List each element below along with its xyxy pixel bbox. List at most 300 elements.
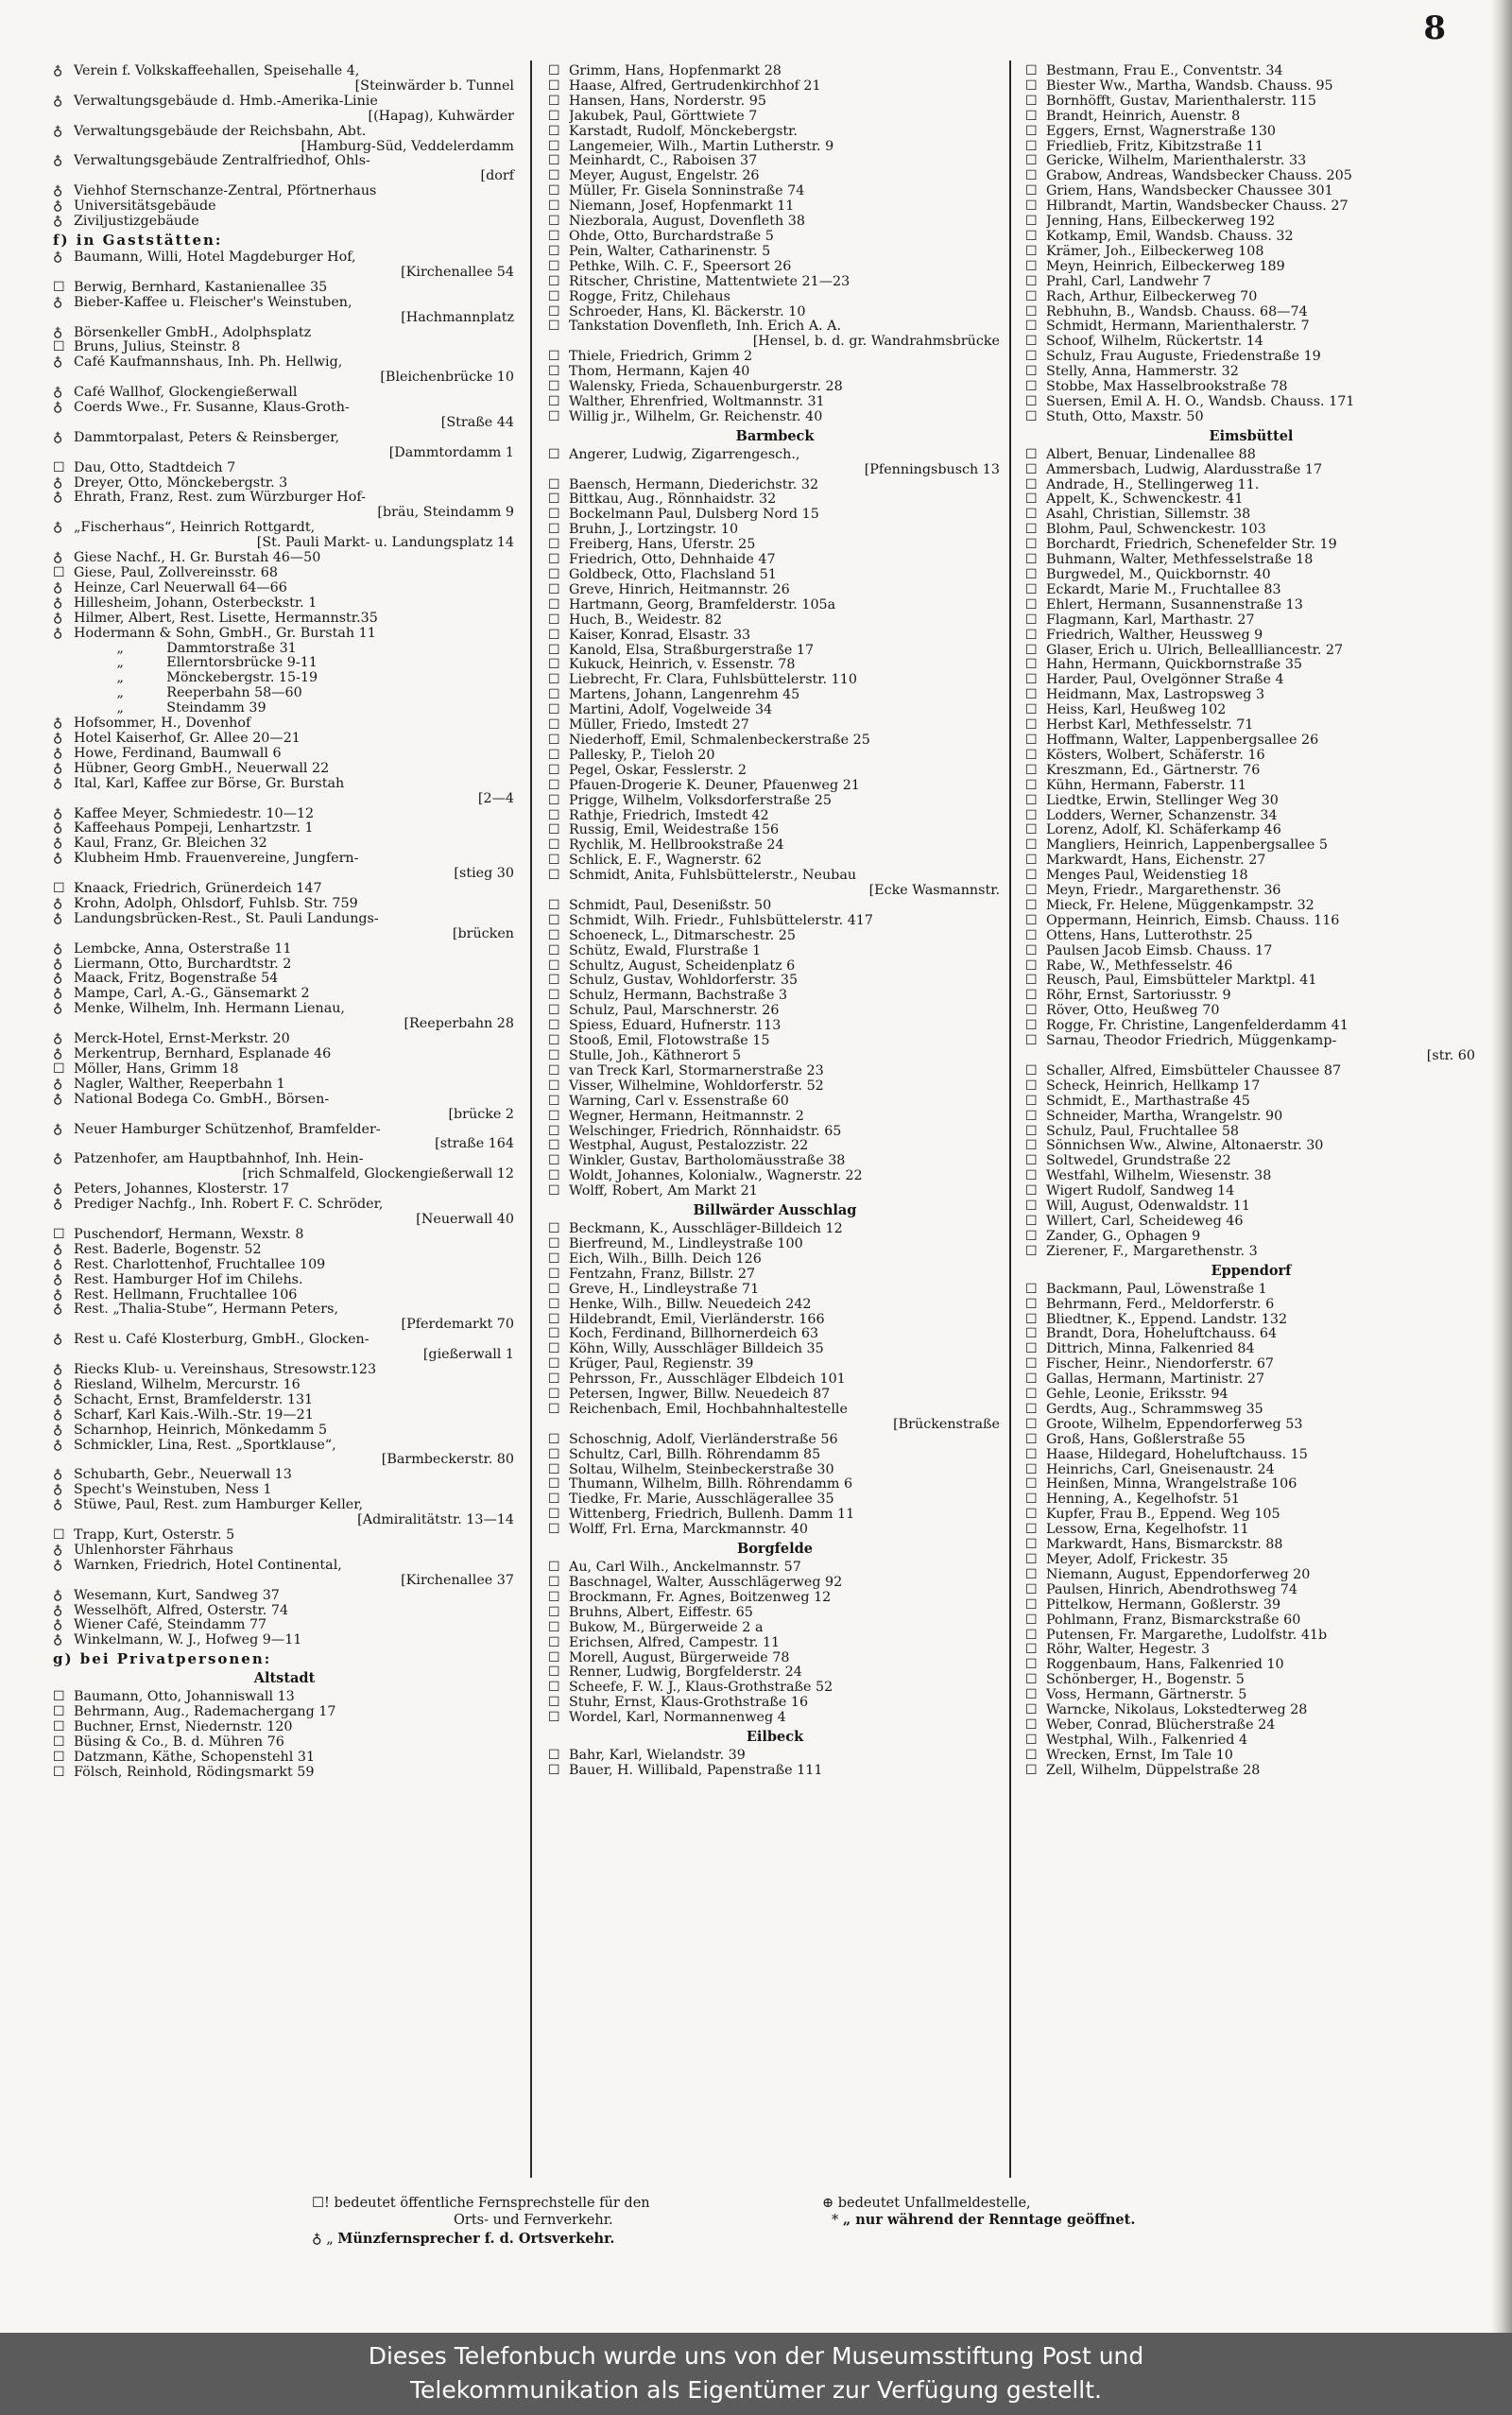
column-divider: [530, 60, 532, 2178]
coin-phone-icon: ♁: [53, 820, 63, 837]
entry-continuation: [Pfenningsbusch 13: [864, 461, 1000, 477]
entry-text: Rogge, Fritz, Chilehaus: [569, 289, 730, 304]
public-phone-icon: ☐: [1025, 1702, 1038, 1718]
entry-text: Krohn, Adolph, Ohlsdorf, Fuhlsb. Str. 759: [74, 896, 358, 911]
directory-entry: [1025, 1764, 1477, 1779]
district-heading: Eimsbüttel: [1209, 427, 1294, 444]
entry-text: Liedtke, Erwin, Stellinger Weg 30: [1046, 793, 1279, 808]
public-phone-icon: ☐: [1025, 581, 1038, 597]
public-phone-icon: ☐: [53, 881, 65, 897]
entry-text: Schulz, Paul, Marschnerstr. 26: [569, 1004, 780, 1019]
entry-text: Voss, Hermann, Gärtnerstr. 5: [1046, 1688, 1247, 1703]
coin-phone-icon: ♁: [53, 1076, 63, 1092]
entry-continuation: [str. 60: [1426, 1048, 1475, 1063]
entry-text: Andrade, H., Stellingerweg 11.: [1046, 477, 1260, 492]
public-phone-icon: ☐: [1025, 1716, 1038, 1733]
directory-entry: [548, 644, 1002, 659]
directory-entry: [548, 350, 1002, 365]
entry-text: Niederhoff, Emil, Schmalenbeckerstraße 25: [569, 733, 870, 748]
directory-entry: [1025, 794, 1477, 809]
directory-entry: [53, 1243, 516, 1258]
directory-entry: [53, 807, 516, 822]
entry-text: Merck-Hotel, Ernst-Merkstr. 20: [74, 1032, 290, 1047]
entry-text: Schmidt, E., Marthastraße 45: [1046, 1094, 1250, 1109]
entry-text: Pohlmann, Franz, Bismarckstraße 60: [1046, 1613, 1301, 1628]
legend: [312, 2195, 1304, 2275]
entry-text: Uhlenhorster Fährhaus: [74, 1543, 233, 1558]
directory-entry: [1025, 1448, 1477, 1463]
entry-text: Warncke, Nikolaus, Lokstedterweg 28: [1046, 1703, 1308, 1718]
entry-text: Heinze, Carl Neuerwall 64—66: [74, 580, 287, 595]
entry-text: Goldbeck, Otto, Flachsland 51: [569, 568, 777, 582]
directory-entry: [548, 749, 1002, 764]
entry-text: Schultz, August, Scheidenplatz 6: [569, 958, 796, 974]
coin-phone-icon: ♁: [53, 294, 63, 310]
entry-text: Rychlik, M. Hellbrookstraße 24: [569, 838, 784, 854]
directory-entry: [548, 1606, 1002, 1621]
public-phone-icon: ☐: [1025, 1003, 1038, 1019]
public-phone-icon: ☐: [548, 927, 560, 943]
directory-entry: [548, 854, 1002, 869]
directory-entry: [53, 1423, 516, 1439]
directory-entry: [1025, 869, 1477, 884]
directory-entry: [548, 869, 1002, 884]
directory-entry: [1025, 1477, 1477, 1492]
public-phone-icon: ☐: [1025, 1431, 1038, 1447]
entry-text: Verwaltungsgebäude d. Hmb.-Amerika-Linie: [74, 94, 378, 109]
directory-entry: [53, 1690, 516, 1705]
coin-phone-icon: ♁: [53, 198, 63, 215]
public-phone-icon: ☐: [53, 1734, 65, 1750]
directory-entry: [548, 568, 1002, 583]
public-phone-icon: ☐: [548, 1093, 560, 1109]
entry-text: Gericke, Wilhelm, Marienthalerstr. 33: [1046, 154, 1307, 169]
public-phone-icon: ☐: [548, 642, 560, 658]
entry-text: Hildebrandt, Emil, Vierländerstr. 166: [569, 1312, 825, 1327]
coin-phone-icon: ♁: [53, 1302, 63, 1318]
entry-text: „Fischerhaus“, Heinrich Rottgardt,: [74, 521, 316, 536]
coin-phone-icon: ♁: [53, 1557, 63, 1573]
entry-text: Hilbrandt, Martin, Wandsbecker Chauss. 27: [1046, 199, 1349, 215]
public-phone-icon: ☐: [548, 1560, 560, 1576]
entry-text: Martini, Adolf, Vogelweide 34: [569, 703, 773, 718]
public-phone-icon: ☐: [548, 1401, 560, 1417]
directory-entry: [1025, 1688, 1477, 1703]
public-phone-icon: ☐: [1025, 942, 1038, 958]
entry-text: Walensky, Frieda, Schauenburgerstr. 28: [569, 380, 843, 395]
public-phone-icon: ☐: [548, 1326, 560, 1342]
directory-entry: [1025, 140, 1477, 155]
entry-text: Henke, Wilh., Billw. Neuedeich 242: [569, 1297, 812, 1312]
directory-entry: [1025, 184, 1477, 199]
directory-entry: [1025, 1079, 1477, 1095]
entry-text: Buhmann, Walter, Methfesselstraße 18: [1046, 553, 1314, 568]
entry-text: Koch, Ferdinand, Billhornerdeich 63: [569, 1327, 819, 1342]
public-phone-icon: ☐: [1025, 1078, 1038, 1094]
entry-text: Klubheim Hmb. Frauenvereine, Jungfern-: [74, 852, 359, 867]
public-phone-icon: ☐: [548, 138, 560, 154]
directory-entry: [53, 1378, 516, 1393]
directory-entry: [1025, 1718, 1477, 1734]
coin-phone-icon: ♁: [53, 716, 63, 732]
entry-text: Müller, Friedo, Imstedt 27: [569, 718, 749, 733]
public-phone-icon: ☐: [548, 1341, 560, 1357]
directory-entry: [548, 169, 1002, 184]
entry-continuation: [Straße 44: [440, 414, 514, 430]
entry-text: Martens, Johann, Langenrehm 45: [569, 688, 800, 703]
directory-entry: [548, 1621, 1002, 1636]
entry-text: Au, Carl Wilh., Anckelmannstr. 57: [569, 1561, 801, 1576]
entry-text: Karstadt, Rudolf, Mönckebergstr.: [569, 124, 798, 139]
directory-entry: [1025, 230, 1477, 245]
public-phone-icon: ☐: [548, 1138, 560, 1154]
directory-entry: [548, 959, 1002, 975]
directory-entry: [548, 245, 1002, 260]
public-phone-icon: ☐: [1025, 1461, 1038, 1477]
coin-phone-icon: ♁: [53, 986, 63, 1002]
public-phone-icon: ☐: [1025, 1123, 1038, 1139]
entry-text: Reichenbach, Emil, Hochbahnhaltestelle: [569, 1402, 848, 1417]
entry-text: Bieber-Kaffee u. Fleischer's Weinstuben,: [74, 295, 352, 310]
coin-phone-icon: ♁: [53, 183, 63, 199]
footer-line-1: Dieses Telefonbuch wurde uns von der Museumsstiftung Post und: [368, 2342, 1144, 2370]
coin-phone-icon: ♁: [53, 1482, 63, 1498]
public-phone-icon: ☐: [1025, 1183, 1038, 1199]
entry-text: Schulz, Gustav, Wohldorferstr. 35: [569, 974, 799, 989]
directory-entry: [1025, 492, 1477, 508]
entry-text: Ritscher, Christine, Mattentwiete 21—23: [569, 274, 850, 289]
directory-entry: [53, 386, 516, 401]
directory-entry: [53, 1032, 516, 1047]
public-phone-icon: ☐: [1025, 792, 1038, 808]
entry-text: Thumann, Wilhelm, Billh. Röhrendamm 6: [569, 1477, 853, 1492]
entry-text: Pethke, Wilh. C. F., Speersort 26: [569, 259, 792, 274]
public-phone-icon: ☐: [548, 1168, 560, 1184]
public-phone-icon: ☐: [548, 567, 560, 582]
coin-phone-icon: ♁: [53, 1632, 63, 1648]
entry-continuation: [rich Schmalfeld, Glockengießerwall 12: [242, 1166, 514, 1182]
directory-entry: [1025, 215, 1477, 230]
entry-text: Hoffmann, Walter, Lappenbergsallee 26: [1046, 733, 1319, 748]
directory-entry: [548, 305, 1002, 320]
entry-text: Paulsen, Hinrich, Abendrothsweg 74: [1046, 1582, 1297, 1597]
public-phone-icon: ☐: [1025, 364, 1038, 380]
entry-text: Gerdts, Aug., Schrammsweg 35: [1046, 1402, 1263, 1417]
entry-text: Harder, Paul, Ovelgönner Straße 4: [1046, 673, 1284, 688]
entry-continuation: [brücken: [452, 925, 514, 941]
entry-text: Krüger, Paul, Regienstr. 39: [569, 1357, 754, 1372]
entry-text: Borchardt, Friedrich, Schenefelder Str. 19: [1046, 538, 1337, 553]
directory-entry: [1025, 1508, 1477, 1523]
coin-phone-icon: ♁: [53, 1121, 63, 1137]
directory-entry: [1025, 568, 1477, 583]
directory-entry: [53, 521, 516, 536]
coin-phone-icon: ♁: [53, 1602, 63, 1618]
entry-text: Welschinger, Friedrich, Rönnhaidstr. 65: [569, 1124, 842, 1139]
public-phone-icon: ☐: [1025, 596, 1038, 612]
entry-text: Rathje, Friedrich, Imstedt 42: [569, 808, 769, 823]
entry-text: Schoschnig, Adolf, Vierländerstraße 56: [569, 1432, 838, 1447]
directory-entry: [53, 762, 516, 777]
entry-text: Langemeier, Wilh., Martin Lutherstr. 9: [569, 139, 834, 154]
directory-entry: [53, 1302, 516, 1318]
public-phone-icon: ☐: [1025, 1522, 1038, 1538]
public-phone-icon: ☐: [548, 1221, 560, 1237]
directory-entry: [548, 290, 1002, 305]
directory-entry: [53, 671, 516, 686]
directory-entry: [53, 1705, 516, 1720]
entry-text: Kaiser, Konrad, Elsastr. 33: [569, 628, 751, 643]
directory-entry: [1025, 718, 1477, 733]
entry-text: Paulsen Jacob Eimsb. Chauss. 17: [1046, 943, 1273, 958]
entry-text: Kühn, Hermann, Faberstr. 11: [1046, 778, 1246, 793]
entry-continuation: [Steinwärder b. Tunnel: [354, 78, 514, 94]
directory-entry: [548, 1508, 1002, 1523]
entry-text: Kösters, Wolbert, Schäferstr. 16: [1046, 748, 1265, 763]
public-phone-icon: ☐: [548, 672, 560, 688]
public-phone-icon: ☐: [1025, 408, 1038, 424]
district-heading: Eilbeck: [746, 1729, 804, 1746]
public-phone-icon: ☐: [1025, 1476, 1038, 1492]
entry-text: Café Wallhof, Glockengießerwall: [74, 386, 298, 401]
entry-text: Westfahl, Wilhelm, Wiesenstr. 38: [1046, 1169, 1272, 1184]
directory-entry: [548, 395, 1002, 410]
directory-entry: [1025, 305, 1477, 320]
public-phone-icon: ☐: [548, 1575, 560, 1590]
directory-entry: [1025, 335, 1477, 350]
directory-entry: [53, 1123, 516, 1138]
directory-entry: [548, 95, 1002, 110]
directory-entry: [548, 838, 1002, 854]
entry-text: Hahn, Hermann, Quickbornstraße 35: [1046, 658, 1303, 673]
column-3: [1025, 64, 1477, 1779]
directory-entry: [1025, 823, 1477, 838]
directory-entry: [548, 79, 1002, 95]
footer-line-2: Telekommunikation als Eigentümer zur Verfügung gestellt.: [410, 2376, 1102, 2404]
entry-text: „ Steindamm 39: [74, 701, 266, 716]
public-phone-icon: ☐: [548, 303, 560, 319]
directory-entry: [548, 1448, 1002, 1463]
coin-phone-icon: ♁: [53, 595, 63, 611]
entry-text: Scharf, Karl Kais.-Wilh.-Str. 19—21: [74, 1407, 314, 1423]
coin-phone-icon: ♁: [53, 1091, 63, 1107]
entry-text: Niemann, August, Eppendorferweg 20: [1046, 1567, 1311, 1582]
entry-text: Büsing & Co., B. d. Mühren 76: [74, 1734, 284, 1750]
entry-text: Menke, Wilhelm, Inh. Hermann Lienau,: [74, 1002, 345, 1017]
directory-entry: [548, 1237, 1002, 1252]
public-phone-icon: ☐: [548, 612, 560, 628]
directory-entry: [548, 613, 1002, 629]
entry-text: Meyn, Heinrich, Eilbeckerweg 189: [1046, 259, 1285, 274]
entry-text: Köhn, Willy, Ausschläger Billdeich 35: [569, 1342, 824, 1357]
coin-phone-icon: ♁: [53, 805, 63, 821]
directory-entry: [53, 125, 516, 140]
public-phone-icon: ☐: [53, 1764, 65, 1780]
coin-phone-icon: ♁: [53, 153, 63, 169]
directory-entry: [53, 64, 516, 79]
directory-entry: [548, 1154, 1002, 1169]
coin-phone-icon: ♁: [53, 1286, 63, 1302]
directory-entry: [53, 1498, 516, 1513]
directory-entry: [1025, 1433, 1477, 1448]
entry-text: „ Reeperbahn 58—60: [74, 686, 302, 701]
public-phone-icon: ☐: [1025, 334, 1038, 350]
public-phone-icon: ☐: [1025, 1566, 1038, 1582]
directory-entry: [548, 1095, 1002, 1110]
coin-phone-icon: ♁: [53, 1422, 63, 1438]
public-phone-icon: ☐: [1025, 537, 1038, 553]
entry-text: Schroeder, Hans, Kl. Bäckerstr. 10: [569, 304, 806, 319]
entry-text: Stooß, Emil, Flotowstraße 15: [569, 1034, 770, 1049]
entry-text: Riesland, Wilhelm, Mercurstr. 16: [74, 1377, 301, 1392]
public-phone-icon: ☐: [1025, 1416, 1038, 1432]
directory-entry: [53, 340, 516, 355]
directory-entry: [1025, 1418, 1477, 1433]
section-heading: g) bei Privatpersonen:: [53, 1650, 272, 1668]
entry-text: Biester Ww., Martha, Wandsb. Chauss. 95: [1046, 78, 1333, 94]
entry-text: Pallesky, P., Tieloh 20: [569, 748, 715, 763]
public-phone-icon: ☐: [548, 687, 560, 703]
entry-text: Spiess, Eduard, Hufnerstr. 113: [569, 1019, 782, 1034]
directory-entry: [1025, 1538, 1477, 1553]
entry-continuation: [brücke 2: [448, 1106, 514, 1122]
directory-entry: [548, 1004, 1002, 1019]
public-phone-icon: ☐: [548, 1371, 560, 1388]
entry-text: Fentzahn, Franz, Billstr. 27: [569, 1267, 756, 1282]
directory-entry: [548, 553, 1002, 568]
entry-text: Schlick, E. F., Wagnerstr. 62: [569, 854, 763, 869]
entry-text: Baumann, Otto, Johanniswall 13: [74, 1690, 295, 1705]
entry-text: Rest u. Café Klosterburg, GmbH., Glocken-: [74, 1333, 369, 1348]
entry-text: Ammersbach, Ludwig, Alardusstraße 17: [1046, 462, 1323, 477]
directory-entry: [1025, 1215, 1477, 1230]
directory-entry: [53, 897, 516, 912]
directory-entry: [1025, 1283, 1477, 1298]
directory-entry: [1025, 688, 1477, 703]
public-phone-icon: ☐: [1025, 642, 1038, 658]
entry-text: Zell, Wilhelm, Düppelstraße 28: [1046, 1763, 1261, 1778]
public-phone-icon: ☐: [1025, 319, 1038, 335]
directory-entry: [53, 1604, 516, 1619]
directory-entry: [1025, 929, 1477, 944]
directory-entry: [53, 355, 516, 371]
directory-entry: [53, 1288, 516, 1303]
public-phone-icon: ☐: [548, 837, 560, 854]
directory-entry: [53, 1198, 516, 1213]
entry-text: Rest. Charlottenhof, Fruchtallee 109: [74, 1257, 326, 1272]
entry-continuation: [Barmbeckerstr. 80: [381, 1452, 514, 1468]
directory-entry: [1025, 644, 1477, 659]
entry-text: Westphal, August, Pestalozzistr. 22: [569, 1139, 809, 1154]
entry-text: Stuhr, Ernst, Klaus-Grothstraße 16: [569, 1696, 809, 1711]
directory-entry: [1025, 1019, 1477, 1034]
entry-text: Bruns, Julius, Steinstr. 8: [74, 340, 241, 355]
entry-text: Stobbe, Max Hasselbrookstraße 78: [1046, 380, 1288, 395]
directory-entry: [1025, 854, 1477, 869]
entry-text: Haase, Alfred, Gertrudenkirchhof 21: [569, 78, 821, 94]
directory-entry: [1025, 1245, 1477, 1260]
entry-text: Beckmann, K., Ausschläger-Billdeich 12: [569, 1222, 843, 1237]
directory-entry: [1025, 1703, 1477, 1718]
entry-text: Pein, Walter, Catharinenstr. 5: [569, 244, 771, 259]
public-phone-icon: ☐: [1025, 1596, 1038, 1613]
directory-entry: [548, 764, 1002, 779]
page-edge: [1491, 0, 1512, 2333]
entry-text: Patzenhofer, am Hauptbahnhof, Inh. Hein-: [74, 1152, 364, 1167]
directory-entry: [548, 1064, 1002, 1079]
directory-entry: [548, 110, 1002, 125]
entry-text: Niezborala, August, Dovenfleth 38: [569, 215, 805, 230]
entry-text: Suersen, Emil A. H. O., Wandsb. Chauss. 171: [1046, 394, 1355, 409]
coin-phone-icon: ♁: [53, 214, 63, 230]
entry-text: Backmann, Paul, Löwenstraße 1: [1046, 1282, 1267, 1297]
directory-entry: [53, 837, 516, 852]
directory-entry: [53, 1078, 516, 1093]
public-phone-icon: ☐: [548, 792, 560, 808]
coin-phone-icon: ♁: [53, 429, 63, 445]
coin-phone-icon: ♁: [53, 760, 63, 776]
public-phone-icon: ☐: [53, 1527, 65, 1543]
entry-text: Peters, Johannes, Klosterstr. 17: [74, 1182, 290, 1198]
entry-text: Kaffee Meyer, Schmiedestr. 10—12: [74, 806, 315, 821]
coin-phone-icon: ♁: [53, 1542, 63, 1558]
directory-entry: [53, 566, 516, 581]
entry-text: Schütz, Ewald, Flurstraße 1: [569, 943, 762, 958]
entry-text: Wegner, Hermann, Heitmannstr. 2: [569, 1109, 804, 1124]
coin-phone-icon: ♁: [53, 1332, 63, 1348]
public-phone-icon: ☐: [548, 1522, 560, 1538]
public-phone-icon: ☐: [548, 702, 560, 718]
directory-entry: [1025, 1553, 1477, 1568]
directory-entry: [548, 125, 1002, 140]
coin-phone-icon: ♁: [53, 324, 63, 340]
entry-text: Blohm, Paul, Schwenckestr. 103: [1046, 523, 1266, 538]
directory-entry: [1025, 974, 1477, 989]
public-phone-icon: ☐: [548, 93, 560, 109]
directory-entry: [1025, 1643, 1477, 1658]
public-phone-icon: ☐: [548, 258, 560, 274]
directory-entry: [548, 899, 1002, 914]
public-phone-icon: ☐: [548, 183, 560, 199]
entry-text: Howe, Ferdinand, Baumwall 6: [74, 746, 282, 761]
entry-text: Heiss, Karl, Heußweg 102: [1046, 703, 1227, 718]
directory-entry: [1025, 1463, 1477, 1478]
directory-entry: [53, 491, 516, 506]
entry-text: Will, August, Odenwaldstr. 11: [1046, 1199, 1250, 1215]
entry-text: Greve, H., Lindleystraße 71: [569, 1282, 760, 1297]
entry-text: Schulz, Frau Auguste, Friedenstraße 19: [1046, 350, 1321, 365]
entry-text: Friedrich, Walther, Heussweg 9: [1046, 628, 1263, 643]
coin-phone-icon: ♁: [53, 1197, 63, 1213]
entry-text: Schmidt, Wilh. Friedr., Fuhlsbüttelerstr. 417: [569, 913, 873, 928]
coin-phone-icon: ♁: [53, 895, 63, 911]
coin-phone-icon: ♁: [53, 1046, 63, 1061]
entry-text: Café Kaufmannshaus, Inh. Ph. Hellwig,: [74, 355, 343, 371]
entry-text: Erichsen, Alfred, Campestr. 11: [569, 1635, 781, 1650]
public-phone-icon: ☐: [548, 408, 560, 424]
directory-entry: [1025, 1403, 1477, 1418]
entry-text: Rest. Baderle, Bogenstr. 52: [74, 1242, 262, 1257]
directory-entry: [548, 583, 1002, 598]
public-phone-icon: ☐: [1025, 1168, 1038, 1184]
entry-text: Willig jr., Wilhelm, Gr. Reichenstr. 40: [569, 409, 823, 424]
entry-text: Liebrecht, Fr. Clara, Fuhlsbüttelerstr. 110: [569, 673, 857, 688]
directory-entry: [53, 199, 516, 215]
public-phone-icon: ☐: [1025, 93, 1038, 109]
directory-entry: [548, 1313, 1002, 1328]
entry-text: Tankstation Dovenfleth, Inh. Erich A. A.: [569, 319, 841, 335]
directory-entry: [53, 852, 516, 867]
